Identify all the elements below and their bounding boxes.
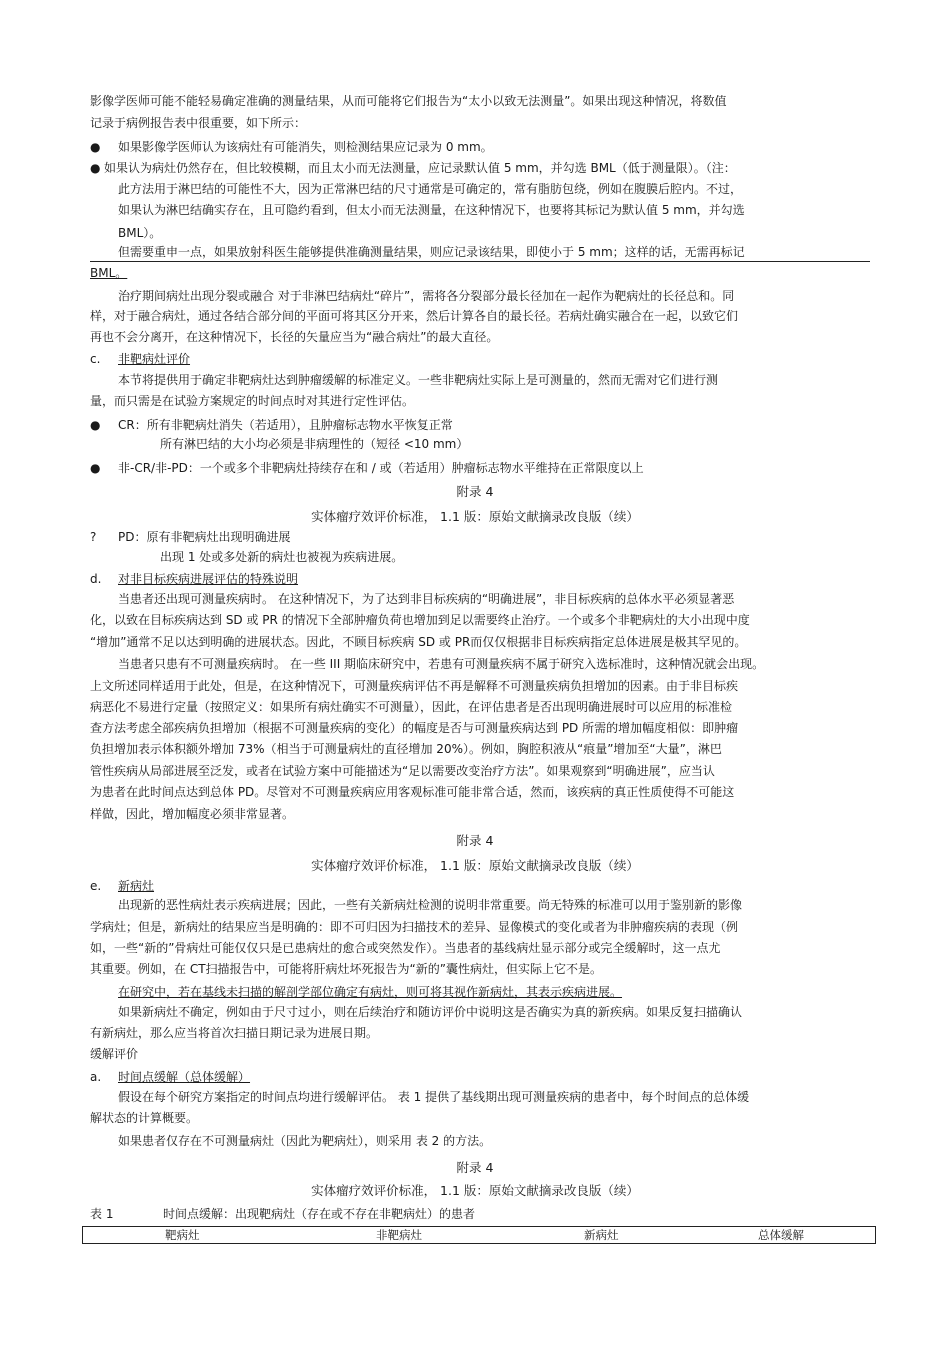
paragraph-line: 记录于病例报告表中很重要，如下所示：	[90, 116, 307, 130]
section-title: 非靶病灶评价	[118, 352, 191, 366]
table-label: 表 1	[90, 1207, 114, 1221]
paragraph-line: “增加”通常不足以达到明确的进展状态。因此，不顾目标疾病 SD 或 PR而仅仅根据非目标疾病指定总体进展是极其罕见的。	[90, 635, 747, 649]
criteria-heading: 实体瘤疗效评价标准， 1.1 版：原始文献摘录改良版（续）	[311, 858, 639, 873]
paragraph-line: 治疗期间病灶出现分裂或融合 对于非淋巴结病灶“碎片”，需将各分裂部分最长径加在一起作为靶病灶的长径总和。同	[118, 289, 735, 303]
paragraph-line: 再也不会分离开，在这种情况下，长径的矢量应当为“融合病灶”的最大直径。	[90, 330, 499, 344]
table-header-cell: 非靶病灶	[376, 1228, 422, 1242]
table-header-cell: 新病灶	[584, 1228, 619, 1242]
divider	[90, 261, 870, 262]
unknown-glyph: ?	[90, 530, 97, 544]
paragraph-line: 如，一些“新的”骨病灶可能仅仅只是已患病灶的愈合或突然发作）。当患者的基线病灶显示部分或完全缓解时，这一点尤	[90, 941, 721, 955]
paragraph-line: 假设在每个研究方案指定的时间点均进行缓解评估。 表 1 提供了基线期出现可测量疾病的患者中，每个时间点的总体缓	[118, 1090, 750, 1104]
paragraph-line: 化，以致在目标疾病达到 SD 或 PR 的情况下全部肿瘤负荷也增加到足以需要终止治疗。一个或多个非靶病灶的大小出现中度	[90, 613, 750, 627]
paragraph-line: 管性疾病从局部进展至泛发，或者在试验方案中可能描述为“足以需要改变治疗方法”。如果观察到“明确进展”，应当认	[90, 764, 715, 778]
paragraph-line: 上文所述同样适用于此处，但是，在这种情况下，可测量疾病评估不再是解释不可测量疾病负担增加的因素。由于非目标疾	[90, 679, 739, 693]
appendix-heading: 附录 4	[456, 833, 494, 848]
bullet-icon: ●	[90, 461, 101, 475]
section-heading: 缓解评价	[90, 1047, 139, 1061]
table-header-cell: 总体缓解	[758, 1228, 804, 1242]
paragraph-line: 有新病灶，那么应当将首次扫描日期记录为进展日期。	[90, 1026, 379, 1040]
bullet-text: 如果影像学医师认为该病灶有可能消失，则检测结果应记录为 0 mm。	[118, 140, 493, 154]
bullet-text: 此方法用于淋巴结的可能性不大，因为正常淋巴结的尺寸通常是可确定的，常有脂肪包绕，例如在腹膜后腔内。不过，	[118, 182, 743, 196]
paragraph-line: 当患者还出现可测量疾病时。 在这种情况下，为了达到非目标疾病的“明确进展”，非目标疾病的总体水平必须显著恶	[118, 592, 735, 606]
bullet-text: 如果认为病灶仍然存在，但比较模糊，而且太小而无法测量，应记录默认值 5 mm，并勾选 BML（低于测量限）。（注：	[104, 161, 736, 175]
paragraph-line: 但需要重申一点，如果放射科医生能够提供准确测量结果，则应记录该结果，即使小于 5 mm；这样的话，无需再标记	[118, 245, 745, 259]
paragraph-line: 如果患者仅存在不可测量病灶（因此为靶病灶），则采用 表 2 的方法。	[118, 1134, 492, 1148]
paragraph-line: 其重要。例如，在 CT扫描报告中，可能将肝病灶坏死报告为“新的”囊性病灶，但实际上它不是。	[90, 962, 602, 976]
paragraph-line: 如果新病灶不确定，例如由于尺寸过小，则在后续治疗和随访评价中说明这是否确实为真的新疾病。如果反复扫描确认	[118, 1005, 743, 1019]
paragraph-line: 解状态的计算概要。	[90, 1111, 199, 1125]
section-title: 对非目标疾病进展评估的特殊说明	[118, 572, 299, 586]
criteria-heading: 实体瘤疗效评价标准， 1.1 版：原始文献摘录改良版（续）	[311, 1183, 639, 1198]
appendix-heading: 附录 4	[456, 484, 494, 499]
paragraph-line: 查方法考虑全部疾病负担增加（根据不可测量疾病的变化）的幅度是否与可测量疾病达到 PD 所需的增加幅度相似：即肿瘤	[90, 721, 739, 735]
paragraph-line: 本节将提供用于确定非靶病灶达到肿瘤缓解的标准定义。一些非靶病灶实际上是可测量的，然而无需对它们进行测	[118, 373, 719, 387]
bullet-text: 出现 1 处或多处新的病灶也被视为疾病进展。	[160, 550, 404, 564]
section-label: e.	[90, 879, 102, 893]
bullet-text: PD：原有非靶病灶出现明确进展	[118, 530, 291, 544]
paragraph-line: 在研究中，若在基线未扫描的解剖学部位确定有病灶，则可将其视作新病灶，其表示疾病进展。	[118, 985, 623, 999]
section-label: d.	[90, 572, 102, 586]
bullet-icon: ●	[90, 140, 101, 154]
bullet-text: 非-CR/非-PD：一个或多个非靶病灶持续存在和 / 或（若适用）肿瘤标志物水平维持在正常限度以上	[118, 461, 644, 475]
paragraph-line: 负担增加表示体积额外增加 73%（相当于可测量病灶的直径增加 20%）。例如，胸腔积液从“痕量”增加至“大量”，淋巴	[90, 742, 722, 756]
paragraph-line: 样，对于融合病灶，通过各结合部分间的平面可将其区分开来，然后计算各自的最长径。若病灶确实融合在一起，以致它们	[90, 309, 739, 323]
bullet-text: 如果认为淋巴结确实存在，且可隐约看到，但太小而无法测量，在这种情况下，也要将其标记为默认值 5 mm，并勾选	[118, 203, 745, 217]
section-label: a.	[90, 1070, 102, 1084]
bullet-text: BML）。	[118, 226, 162, 240]
paragraph-line: 学病灶；但是，新病灶的结果应当是明确的：即不可归因为扫描技术的差异、显像模式的变化或者为非肿瘤疾病的表现（例	[90, 920, 739, 934]
section-label: c.	[90, 352, 101, 366]
table-header-cell: 靶病灶	[165, 1228, 200, 1242]
criteria-heading: 实体瘤疗效评价标准， 1.1 版：原始文献摘录改良版（续）	[311, 509, 639, 524]
paragraph-line: 为患者在此时间点达到总体 PD。尽管对不可测量疾病应用客观标准可能非常合适，然而，该疾病的真正性质使得不可能这	[90, 785, 735, 799]
appendix-heading: 附录 4	[456, 1160, 494, 1175]
paragraph-line: 出现新的恶性病灶表示疾病进展；因此，一些有关新病灶检测的说明非常重要。尚无特殊的标准可以用于鉴别新的影像	[118, 898, 743, 912]
paragraph-line: 病恶化不易进行定量（按照定义：如果所有病灶确实不可测量），因此，在评估患者是否出现明确进展时可以应用的标准检	[90, 700, 733, 714]
table-caption: 时间点缓解：出现靶病灶（存在或不存在非靶病灶）的患者	[163, 1207, 476, 1221]
response-table	[82, 1226, 876, 1244]
section-title: 新病灶	[118, 879, 155, 893]
paragraph-line: BML。	[90, 266, 128, 280]
bullet-text: CR：所有非靶病灶消失（若适用），且肿瘤标志物水平恢复正常	[118, 418, 453, 432]
section-title: 时间点缓解（总体缓解）	[118, 1070, 251, 1084]
paragraph-line: 当患者只患有不可测量疾病时。 在一些 III 期临床研究中，若患有可测量疾病不属于研究入选标准时，这种情况就会出现。	[118, 657, 765, 671]
bullet-text: 所有淋巴结的大小均必须是非病理性的（短径 <10 mm）	[160, 437, 469, 451]
bullet-icon: ●	[90, 161, 101, 175]
paragraph-line: 样做，因此，增加幅度必须非常显著。	[90, 807, 295, 821]
bullet-icon: ●	[90, 418, 101, 432]
paragraph-line: 量，而只需是在试验方案规定的时间点时对其进行定性评估。	[90, 394, 415, 408]
paragraph-line: 影像学医师可能不能轻易确定准确的测量结果，从而可能将它们报告为“太小以致无法测量”。如果出现这种情况，将数值	[90, 94, 727, 108]
